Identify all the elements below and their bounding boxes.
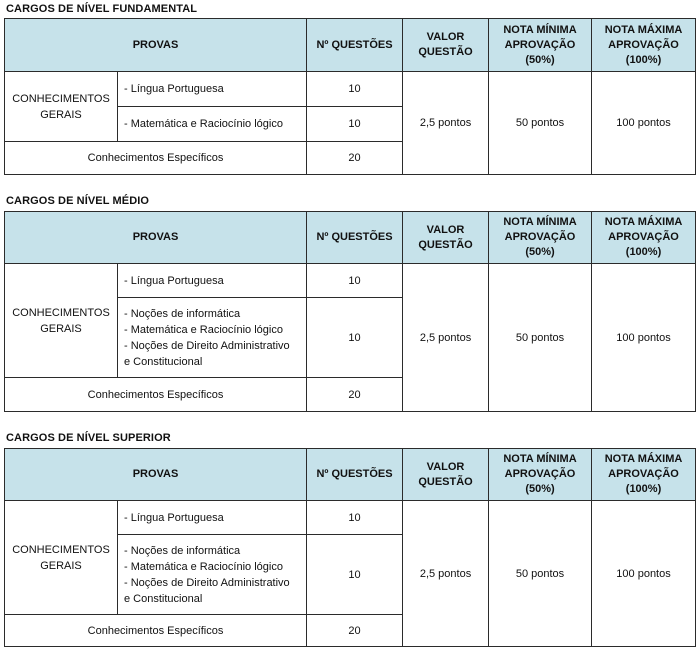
subject-lingua-portuguesa: - Língua Portuguesa	[118, 72, 307, 107]
header-valor: VALOR QUESTÃO	[403, 212, 489, 264]
subject-conhecimentos-especificos: Conhecimentos Específicos	[5, 378, 307, 412]
header-provas: PROVAS	[5, 19, 307, 72]
exam-table-superior	[4, 448, 696, 647]
section-title-superior: CARGOS DE NÍVEL SUPERIOR	[6, 432, 171, 444]
exam-table-medio	[4, 211, 696, 412]
group-conhecimentos-gerais: CONHECIMENTOS GERAIS	[5, 501, 118, 615]
table-header-row	[5, 212, 696, 264]
header-nota-minima: NOTA MÍNIMA APROVAÇÃO (50%)	[489, 449, 592, 501]
header-questoes: Nº QUESTÕES	[307, 19, 403, 72]
subject-list: - Noções de informática - Matemática e Raciocínio lógico - Noções de Direito Administrativo e Constitucional	[118, 298, 307, 378]
subject-list: - Noções de informática - Matemática e Raciocínio lógico - Noções de Direito Administrativo e Constitucional	[118, 535, 307, 615]
questions-count: 10	[307, 107, 403, 142]
header-valor: VALOR QUESTÃO	[403, 449, 489, 501]
questions-count: 10	[307, 501, 403, 535]
questions-count: 20	[307, 615, 403, 647]
header-provas: PROVAS	[5, 449, 307, 501]
header-nota-maxima: NOTA MÁXIMA APROVAÇÃO (100%)	[592, 212, 696, 264]
nota-maxima: 100 pontos	[592, 72, 696, 175]
group-conhecimentos-gerais: CONHECIMENTOS GERAIS	[5, 72, 118, 142]
subject-direito: - Noções de Direito Administrativo	[124, 576, 290, 589]
nota-minima: 50 pontos	[489, 72, 592, 175]
questions-count: 10	[307, 535, 403, 615]
nota-minima: 50 pontos	[489, 264, 592, 412]
nota-maxima: 100 pontos	[592, 501, 696, 647]
header-questoes: Nº QUESTÕES	[307, 212, 403, 264]
table-row	[5, 501, 696, 535]
header-nota-minima: NOTA MÍNIMA APROVAÇÃO (50%)	[489, 19, 592, 72]
subject-matematica: - Matemática e Raciocínio lógico	[118, 107, 307, 142]
questions-count: 10	[307, 72, 403, 107]
valor-questao: 2,5 pontos	[403, 501, 489, 647]
questions-count: 10	[307, 298, 403, 378]
valor-questao: 2,5 pontos	[403, 264, 489, 412]
nota-maxima: 100 pontos	[592, 264, 696, 412]
table-header-row	[5, 19, 696, 72]
subject-direito: - Noções de Direito Administrativo	[124, 339, 290, 352]
questions-count: 10	[307, 264, 403, 298]
section-title-medio: CARGOS DE NÍVEL MÉDIO	[6, 195, 150, 207]
header-provas: PROVAS	[5, 212, 307, 264]
header-nota-maxima: NOTA MÁXIMA APROVAÇÃO (100%)	[592, 449, 696, 501]
group-conhecimentos-gerais: CONHECIMENTOS GERAIS	[5, 264, 118, 378]
subject-lingua-portuguesa: - Língua Portuguesa	[118, 501, 307, 535]
table-row	[5, 264, 696, 298]
questions-count: 20	[307, 378, 403, 412]
subject-informatica: - Noções de informática	[124, 544, 241, 557]
header-nota-maxima: NOTA MÁXIMA APROVAÇÃO (100%)	[592, 19, 696, 72]
nota-minima: 50 pontos	[489, 501, 592, 647]
subject-lingua-portuguesa: - Língua Portuguesa	[118, 264, 307, 298]
subject-matematica: - Matemática e Raciocínio lógico	[124, 560, 283, 573]
header-nota-minima: NOTA MÍNIMA APROVAÇÃO (50%)	[489, 212, 592, 264]
subject-informatica: - Noções de informática	[124, 307, 241, 320]
section-title-fundamental: CARGOS DE NÍVEL FUNDAMENTAL	[6, 3, 198, 15]
subject-conhecimentos-especificos: Conhecimentos Específicos	[5, 142, 307, 175]
header-valor: VALOR QUESTÃO	[403, 19, 489, 72]
subject-matematica: - Matemática e Raciocínio lógico	[124, 323, 283, 336]
table-row	[5, 72, 696, 107]
exam-table-fundamental	[4, 18, 696, 175]
header-questoes: Nº QUESTÕES	[307, 449, 403, 501]
valor-questao: 2,5 pontos	[403, 72, 489, 175]
questions-count: 20	[307, 142, 403, 175]
table-header-row	[5, 449, 696, 501]
subject-conhecimentos-especificos: Conhecimentos Específicos	[5, 615, 307, 647]
